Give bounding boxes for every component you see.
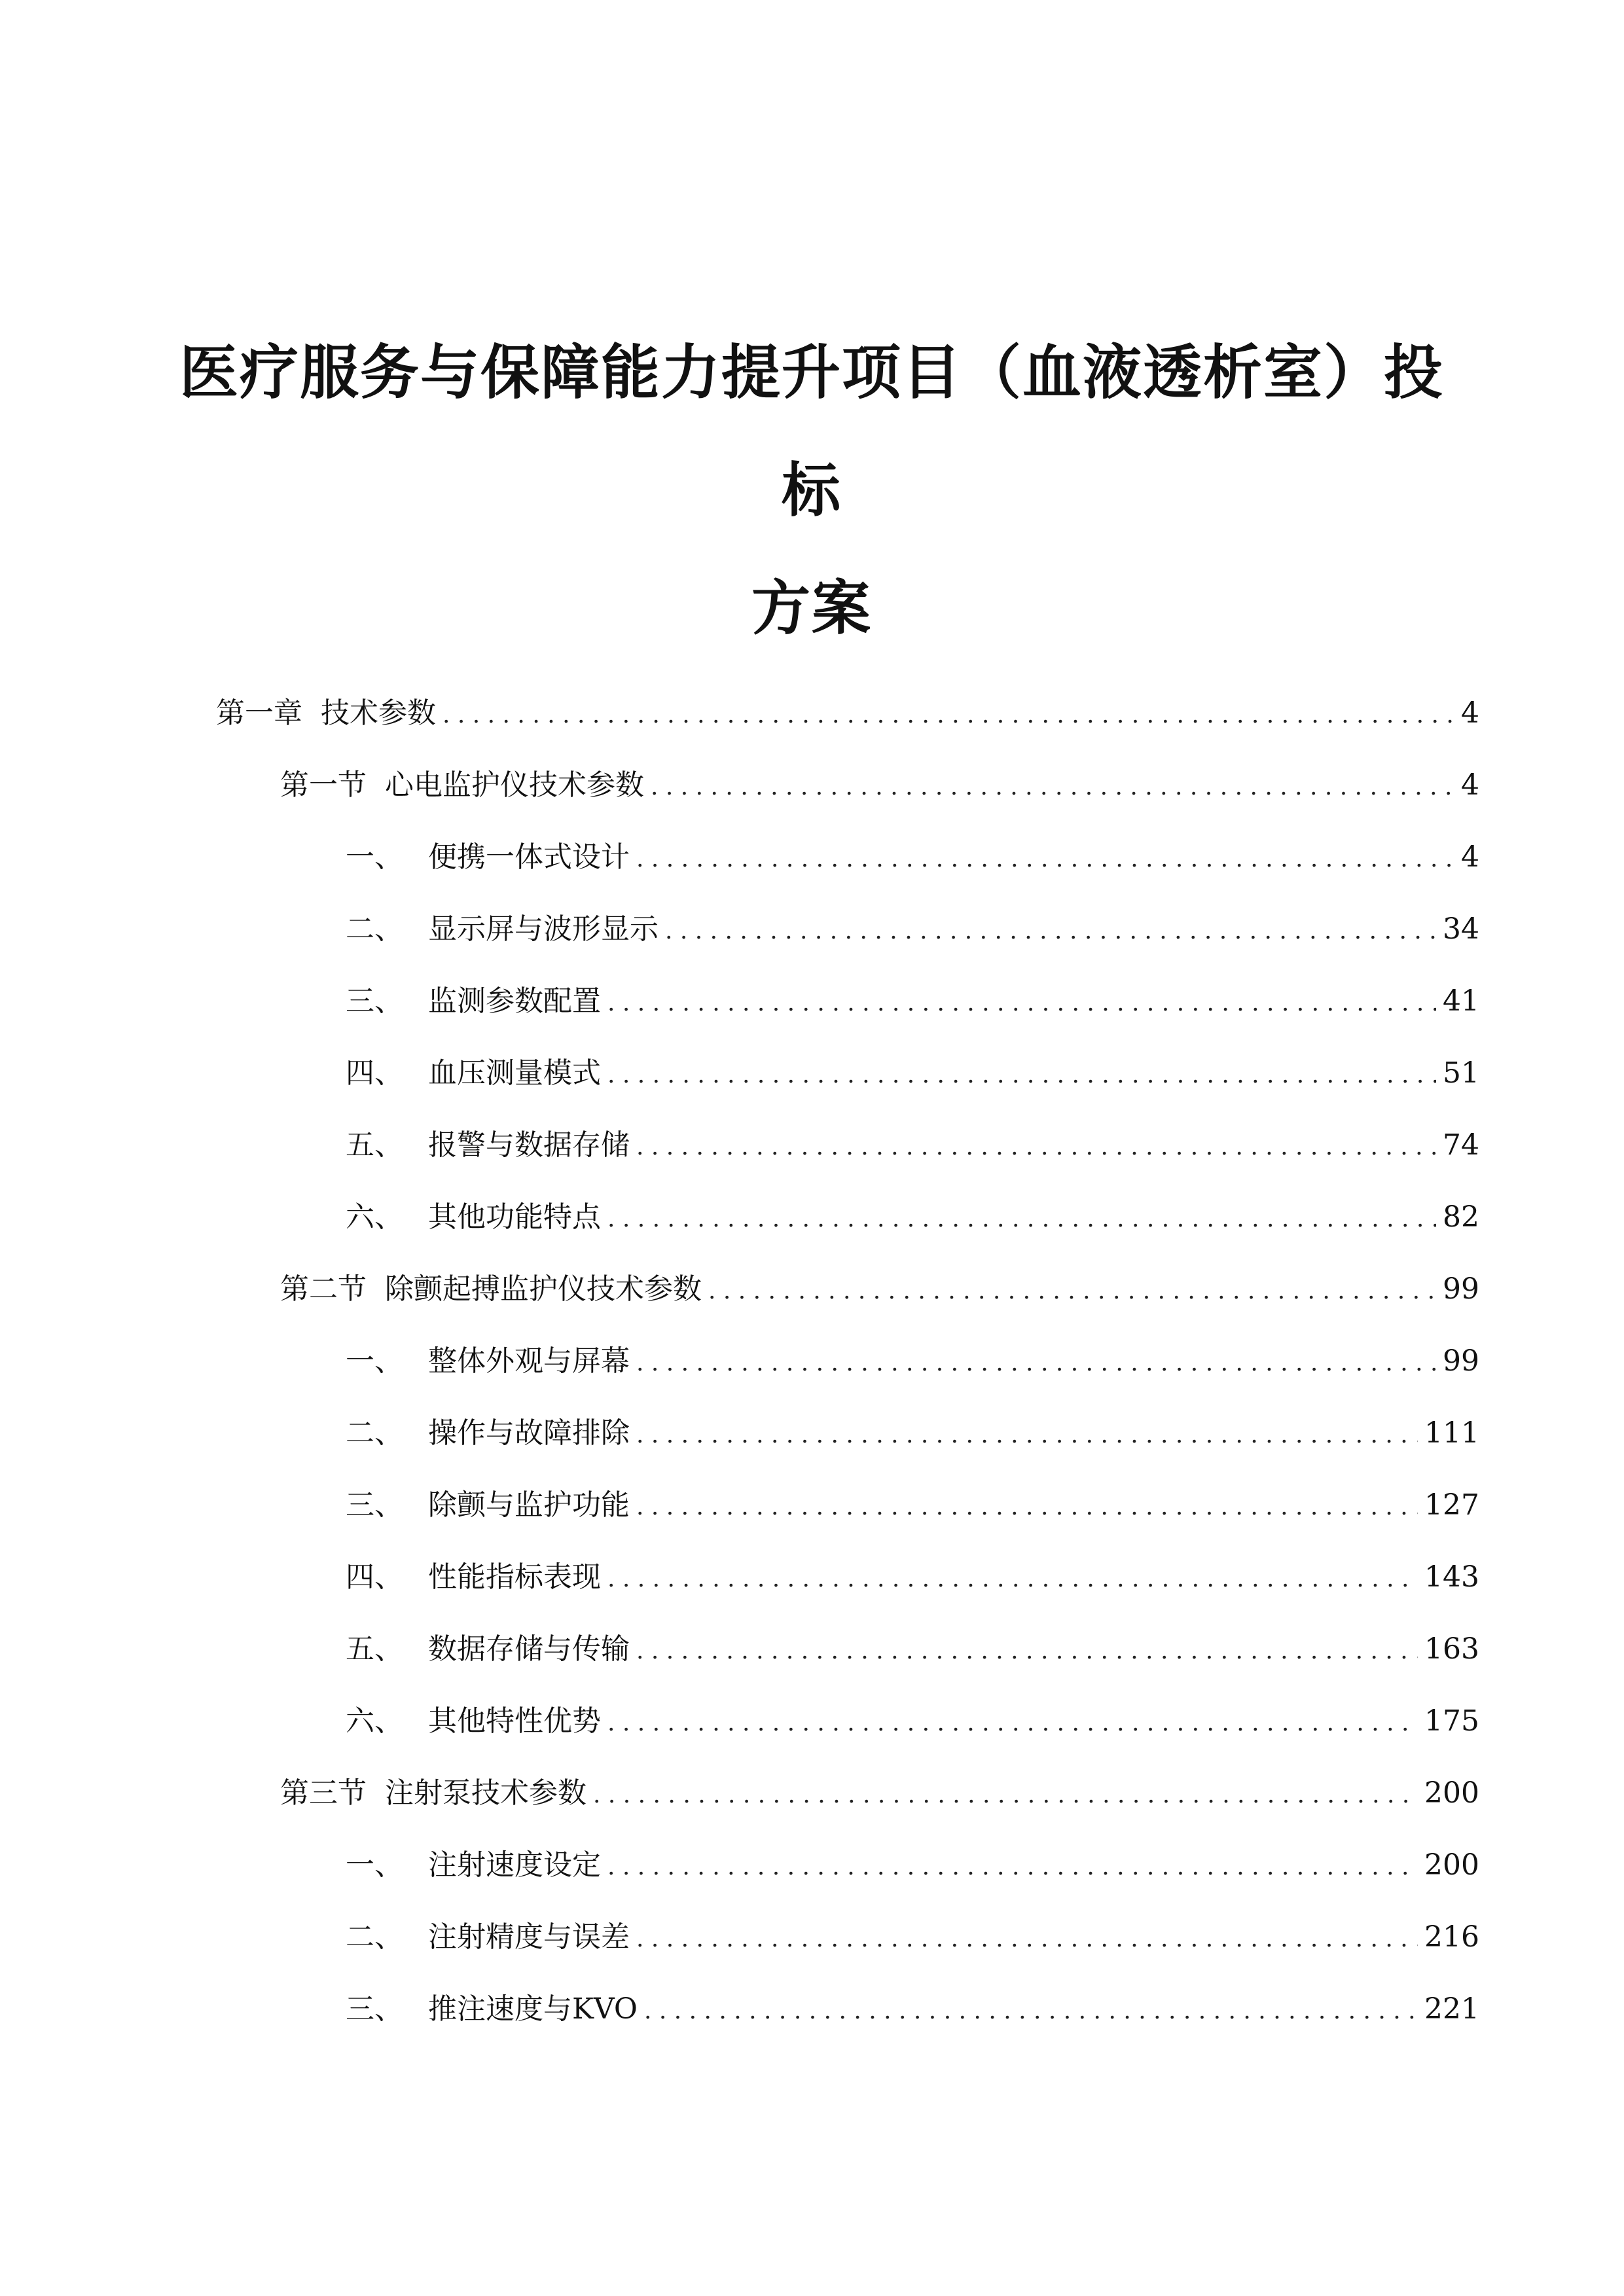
document-title-line2: 方案	[751, 574, 872, 643]
toc-entry-number: 三、	[346, 1992, 403, 2026]
document-title	[151, 314, 1473, 668]
toc-entry-page: 163	[1424, 1632, 1479, 1666]
toc-entry-title: 注射速度设定	[428, 1848, 601, 1882]
toc-entry-page: 175	[1424, 1704, 1479, 1738]
toc-entry-title: 操作与故障排除	[428, 1416, 630, 1450]
toc-dot-leader	[665, 910, 1436, 951]
toc-dot-leader	[607, 1198, 1436, 1239]
toc-entry-title: 注射泵技术参数	[385, 1776, 586, 1810]
toc-entry-number: 三、	[346, 1488, 403, 1522]
toc-entry-page: 200	[1424, 1776, 1479, 1810]
toc-entry-page: 41	[1443, 984, 1479, 1018]
toc-entry-title: 便携一体式设计	[428, 840, 630, 874]
toc-dot-leader	[636, 1342, 1436, 1383]
toc-entry-number: 四、	[346, 1056, 403, 1090]
toc-dot-leader	[636, 838, 1454, 879]
toc-entry-number: 第二节	[280, 1272, 367, 1306]
toc-entry-page: 74	[1443, 1128, 1479, 1162]
toc-entry-section[interactable]	[280, 1270, 1479, 1309]
toc-entry-subsection[interactable]	[346, 1198, 1479, 1237]
toc-entry-number: 一、	[346, 1344, 403, 1378]
toc-entry-subsection[interactable]	[346, 982, 1479, 1021]
toc-entry-page: 216	[1424, 1920, 1479, 1954]
toc-dot-leader	[636, 1414, 1418, 1455]
toc-entry-title: 推注速度与KVO	[428, 1992, 638, 2026]
toc-dot-leader	[607, 1702, 1418, 1743]
toc-dot-leader	[607, 982, 1436, 1023]
toc-entry-title: 报警与数据存储	[428, 1128, 630, 1162]
toc-entry-page: 143	[1424, 1560, 1479, 1594]
toc-entry-subsection[interactable]	[346, 1486, 1479, 1525]
toc-entry-number: 三、	[346, 984, 403, 1018]
document-title-line1: 医疗服务与保障能力提升项目（血液透析室）投标	[179, 338, 1444, 525]
toc-dot-leader	[442, 694, 1454, 735]
toc-entry-title: 注射精度与误差	[428, 1920, 630, 1954]
toc-entry-number: 二、	[346, 912, 403, 946]
toc-entry-section[interactable]	[280, 766, 1479, 805]
toc-entry-subsection[interactable]	[346, 910, 1479, 949]
toc-entry-number: 二、	[346, 1416, 403, 1450]
toc-dot-leader	[593, 1774, 1418, 1815]
toc-entry-title: 数据存储与传输	[428, 1632, 630, 1666]
toc-entry-page: 51	[1443, 1056, 1479, 1090]
toc-entry-subsection[interactable]	[346, 1414, 1479, 1453]
toc-entry-title: 监测参数配置	[428, 984, 601, 1018]
toc-dot-leader	[708, 1270, 1436, 1311]
toc-entry-page: 34	[1443, 912, 1479, 946]
toc-entry-subsection[interactable]	[346, 1342, 1479, 1381]
toc-entry-page: 4	[1461, 840, 1479, 874]
toc-entry-page: 99	[1443, 1344, 1479, 1378]
toc-entry-title: 除颤与监护功能	[428, 1488, 630, 1522]
toc-entry-page: 221	[1424, 1992, 1479, 2026]
toc-entry-page: 200	[1424, 1848, 1479, 1882]
toc-entry-title: 技术参数	[321, 696, 436, 730]
toc-dot-leader	[607, 1558, 1418, 1599]
toc-entry-subsection[interactable]	[346, 1054, 1479, 1093]
toc-entry-chapter[interactable]	[216, 694, 1479, 733]
toc-entry-number: 一、	[346, 1848, 403, 1882]
toc-entry-number: 六、	[346, 1200, 403, 1234]
toc-dot-leader	[636, 1126, 1436, 1167]
toc-entry-subsection[interactable]	[346, 1918, 1479, 1957]
toc-dot-leader	[607, 1846, 1418, 1887]
toc-entry-subsection[interactable]	[346, 1702, 1479, 1741]
toc-entry-number: 二、	[346, 1920, 403, 1954]
toc-entry-title: 显示屏与波形显示	[428, 912, 659, 946]
toc-entry-subsection[interactable]	[346, 1126, 1479, 1165]
toc-dot-leader	[644, 1990, 1418, 2031]
toc-entry-title: 整体外观与屏幕	[428, 1344, 630, 1378]
toc-entry-title: 血压测量模式	[428, 1056, 601, 1090]
toc-dot-leader	[636, 1486, 1418, 1527]
toc-entry-subsection[interactable]	[346, 838, 1479, 877]
toc-entry-subsection[interactable]	[346, 1846, 1479, 1885]
toc-entry-title: 其他功能特点	[428, 1200, 601, 1234]
toc-entry-page: 4	[1461, 768, 1479, 802]
toc-dot-leader	[636, 1918, 1418, 1959]
toc-dot-leader	[636, 1630, 1418, 1671]
toc-entry-number: 第一章	[216, 696, 302, 730]
toc-entry-page: 127	[1424, 1488, 1479, 1522]
toc-entry-number: 六、	[346, 1704, 403, 1738]
toc-entry-number: 第一节	[280, 768, 367, 802]
toc-entry-section[interactable]	[280, 1774, 1479, 1813]
toc-entry-page: 99	[1443, 1272, 1479, 1306]
toc-entry-subsection[interactable]	[346, 1630, 1479, 1669]
toc-entry-subsection[interactable]	[346, 1990, 1479, 2029]
toc-entry-title: 其他特性优势	[428, 1704, 601, 1738]
toc-entry-number: 一、	[346, 840, 403, 874]
toc-entry-title: 心电监护仪技术参数	[385, 768, 644, 802]
toc-entry-page: 111	[1424, 1416, 1479, 1450]
toc-entry-title: 性能指标表现	[428, 1560, 601, 1594]
toc-entry-number: 五、	[346, 1632, 403, 1666]
toc-dot-leader	[607, 1054, 1436, 1095]
toc-entry-page: 4	[1461, 696, 1479, 730]
toc-entry-number: 四、	[346, 1560, 403, 1594]
toc-entry-number: 第三节	[280, 1776, 367, 1810]
toc-dot-leader	[651, 766, 1454, 807]
toc-entry-title: 除颤起搏监护仪技术参数	[385, 1272, 702, 1306]
toc-entry-subsection[interactable]	[346, 1558, 1479, 1597]
toc-entry-page: 82	[1443, 1200, 1479, 1234]
toc-entry-number: 五、	[346, 1128, 403, 1162]
